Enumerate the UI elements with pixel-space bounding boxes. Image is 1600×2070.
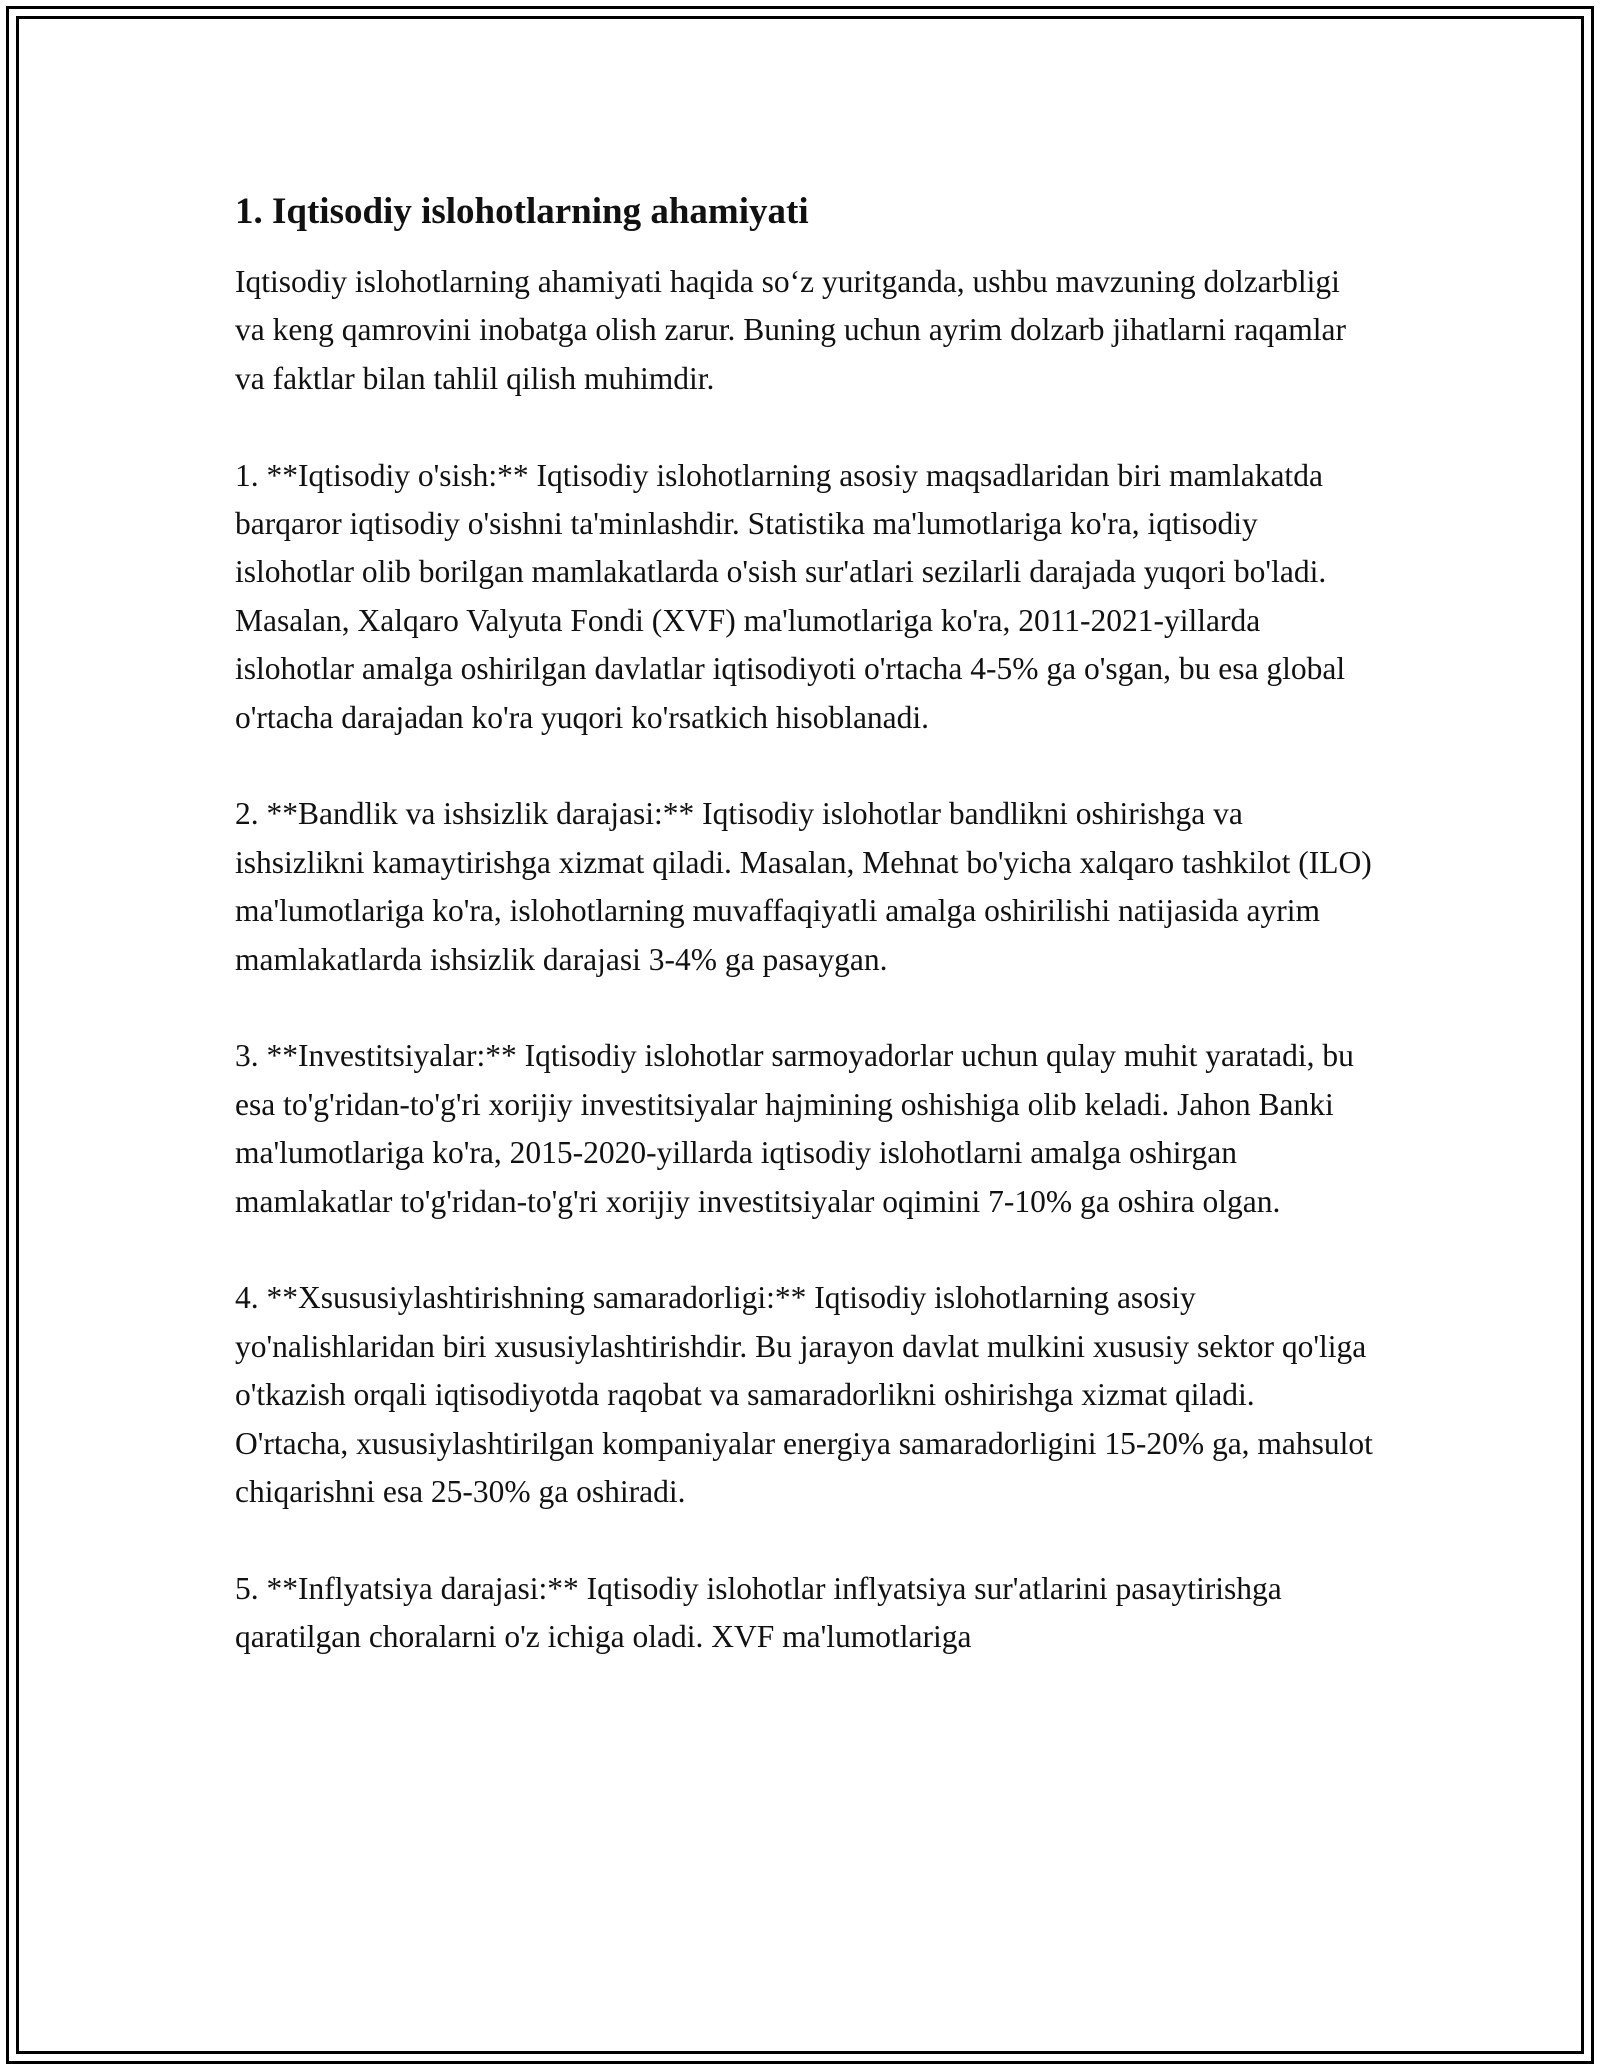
- list-item-investments: 3. **Investitsiyalar:** Iqtisodiy islohotlar sarmoyadorlar uchun qulay muhit yaratadi, bu esa to'g'ridan-to'g'ri xorijiy investitsiyalar hajmining oshishiga olib keladi. Jahon Banki ma'lumotlariga ko'ra, 2015-2020-yillarda iqtisodiy islohotlarni amalga oshirgan mamlakatlar to'g'ridan-to'g'ri xorijiy investitsiyalar oqimini 7-10% ga oshira olgan.: [235, 1038, 1354, 1219]
- document-body: [235, 188, 1375, 1662]
- intro-paragraph: Iqtisodiy islohotlarning ahamiyati haqida so‘z yuritganda, ushbu mavzuning dolzarbligi va keng qamrovini inobatga olish zarur. Buning uchun ayrim dolzarb jihatlarni raqamlar va faktlar bilan tahlil qilish muhimdir.: [235, 264, 1346, 396]
- list-item-inflation: 5. **Inflyatsiya darajasi:** Iqtisodiy islohotlar inflyatsiya sur'atlarini pasaytirishga qaratilgan choralarni o'z ichiga oladi. XVF ma'lumotlariga: [235, 1570, 1282, 1655]
- list-item-employment: 2. **Bandlik va ishsizlik darajasi:** Iqtisodiy islohotlar bandlikni oshirishga va ishsizlikni kamaytirishga xizmat qiladi. Masalan, Mehnat bo'yicha xalqaro tashkilot (ILO) ma'lumotlariga ko'ra, islohotlarning muvaffaqiyatli amalga oshirilishi natijasida ayrim mamlakatlarda ishsizlik darajasi 3-4% ga pasaygan.: [235, 796, 1372, 977]
- list-item-privatization: 4. **Xsususiylashtirishning samaradorligi:** Iqtisodiy islohotlarning asosiy yo'nalishlaridan biri xususiylashtirishdir. Bu jarayon davlat mulkini xususiy sektor qo'liga o'tkazish orqali iqtisodiyotda raqobat va samaradorlikni oshirishga xizmat qiladi. O'rtacha, xususiylashtirilgan kompaniyalar energiya samaradorligini 15-20% ga, mahsulot chiqarishni esa 25-30% ga oshiradi.: [235, 1280, 1373, 1510]
- list-item-economic-growth: 1. **Iqtisodiy o'sish:** Iqtisodiy islohotlarning asosiy maqsadlaridan biri mamlakatda barqaror iqtisodiy o'sishni ta'minlashdir. Statistika ma'lumotlariga ko'ra, iqtisodiy islohotlar olib borilgan mamlakatlarda o'sish sur'atlari sezilarli darajada yuqori bo'ladi. Masalan, Xalqaro Valyuta Fondi (XVF) ma'lumotlariga ko'ra, 2011-2021-yillarda islohotlar amalga oshirilgan davlatlar iqtisodiyoti o'rtacha 4-5% ga o'sgan, bu esa global o'rtacha darajadan ko'ra yuqori ko'rsatkich hisoblanadi.: [235, 457, 1346, 735]
- section-heading: 1. Iqtisodiy islohotlarning ahamiyati: [235, 191, 809, 232]
